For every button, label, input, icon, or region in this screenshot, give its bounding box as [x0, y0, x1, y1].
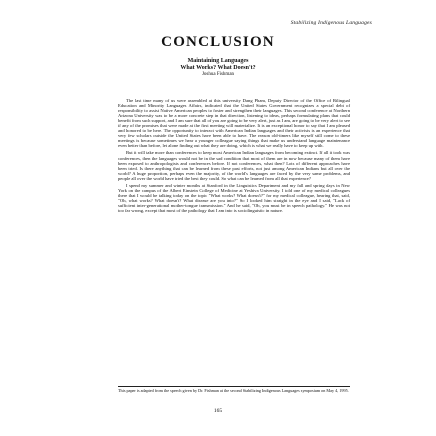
article-title-line-1: Maintaining Languages	[187, 58, 249, 64]
section-title: CONCLUSION	[161, 34, 275, 50]
paragraph-2: But it will take more than conferences to keep most American Indian languages from becoming extinct. If all it took was conferences, then the languages would not be in the sad condition that most of them are in now because many of them have been exposed to anthropologists and conferences before. If not conferences, what then? Lots of different approaches have been tried. Is there anything that can be learned from these past efforts, not just among American Indians but all over the world? A huge proportion, perhaps even the majority, of the world's languages are faced by the very same problems, and people all over the world have tried the best they could. So what can be learned from all that experience?	[118, 150, 350, 181]
author-name: Joshua Fishman	[201, 72, 235, 77]
paragraph-1: The last time many of us were assembled at this university Dang Pham, Deputy Director of the Office of Bilingual Education and Minority Languages Affairs, indicated that the United States Government recognizes a special debt of responsibility to assist Native American peoples to foster and strengthen their languages. This second conference at Northern Arizona University was to be a more concrete step in that direction, listening to ideas, perhaps formulating plans that could benefit from such support, and I am sure that all of you are going to be very alert, just as I am, are going to be very alert to see if any of the promises that were made at the first meeting will materialize. It is an exceptional honor to say that I am pleased and honored to be here. The opportunity to interact with American Indian languages and their activists is an experience that very few scholars outside the United States have been able to have. The reason old-timers like myself still come to these meetings is because sometimes we hear a younger colleague saying things that make us understand language maintenance even better than before, let alone finding out what they are doing, which is what we really have to keep up with.	[118, 98, 350, 149]
footnote-rule	[118, 386, 350, 387]
body-text	[118, 98, 350, 215]
article-title-line-2: What Works? What Doesn't?	[180, 65, 256, 71]
paragraph-3: I spend my summer and winter months at Stanford in the Linguistics Department and my fall and spring days in New York on the campus of the Albert Einstein College of Medicine at Yeshiva University. I told one of my medical colleagues there that I would be talking today on the topic "What works? What doesn't?" for my medical colleague, hearing that, said, "Oh, what works? What doesn't? What disease are you into?" So I looked him straight in the eye and I said, "Lack of sufficient inter-generational mother-tongue transmission." And he said, "Oh, you must be in speech pathology." He was not too far wrong, except that most of the pathology that I am into is sociolinguistic in nature.	[118, 182, 350, 213]
article-title	[0, 58, 436, 72]
running-head: Stabilizing Indigenous Languages	[290, 20, 372, 26]
footnote: This paper is adapted from the speech given by Dr. Fishman at the second Stabilizing Indigenous Languages symposium on May 4, 1995.	[118, 388, 349, 393]
page-number: 165	[213, 408, 223, 414]
